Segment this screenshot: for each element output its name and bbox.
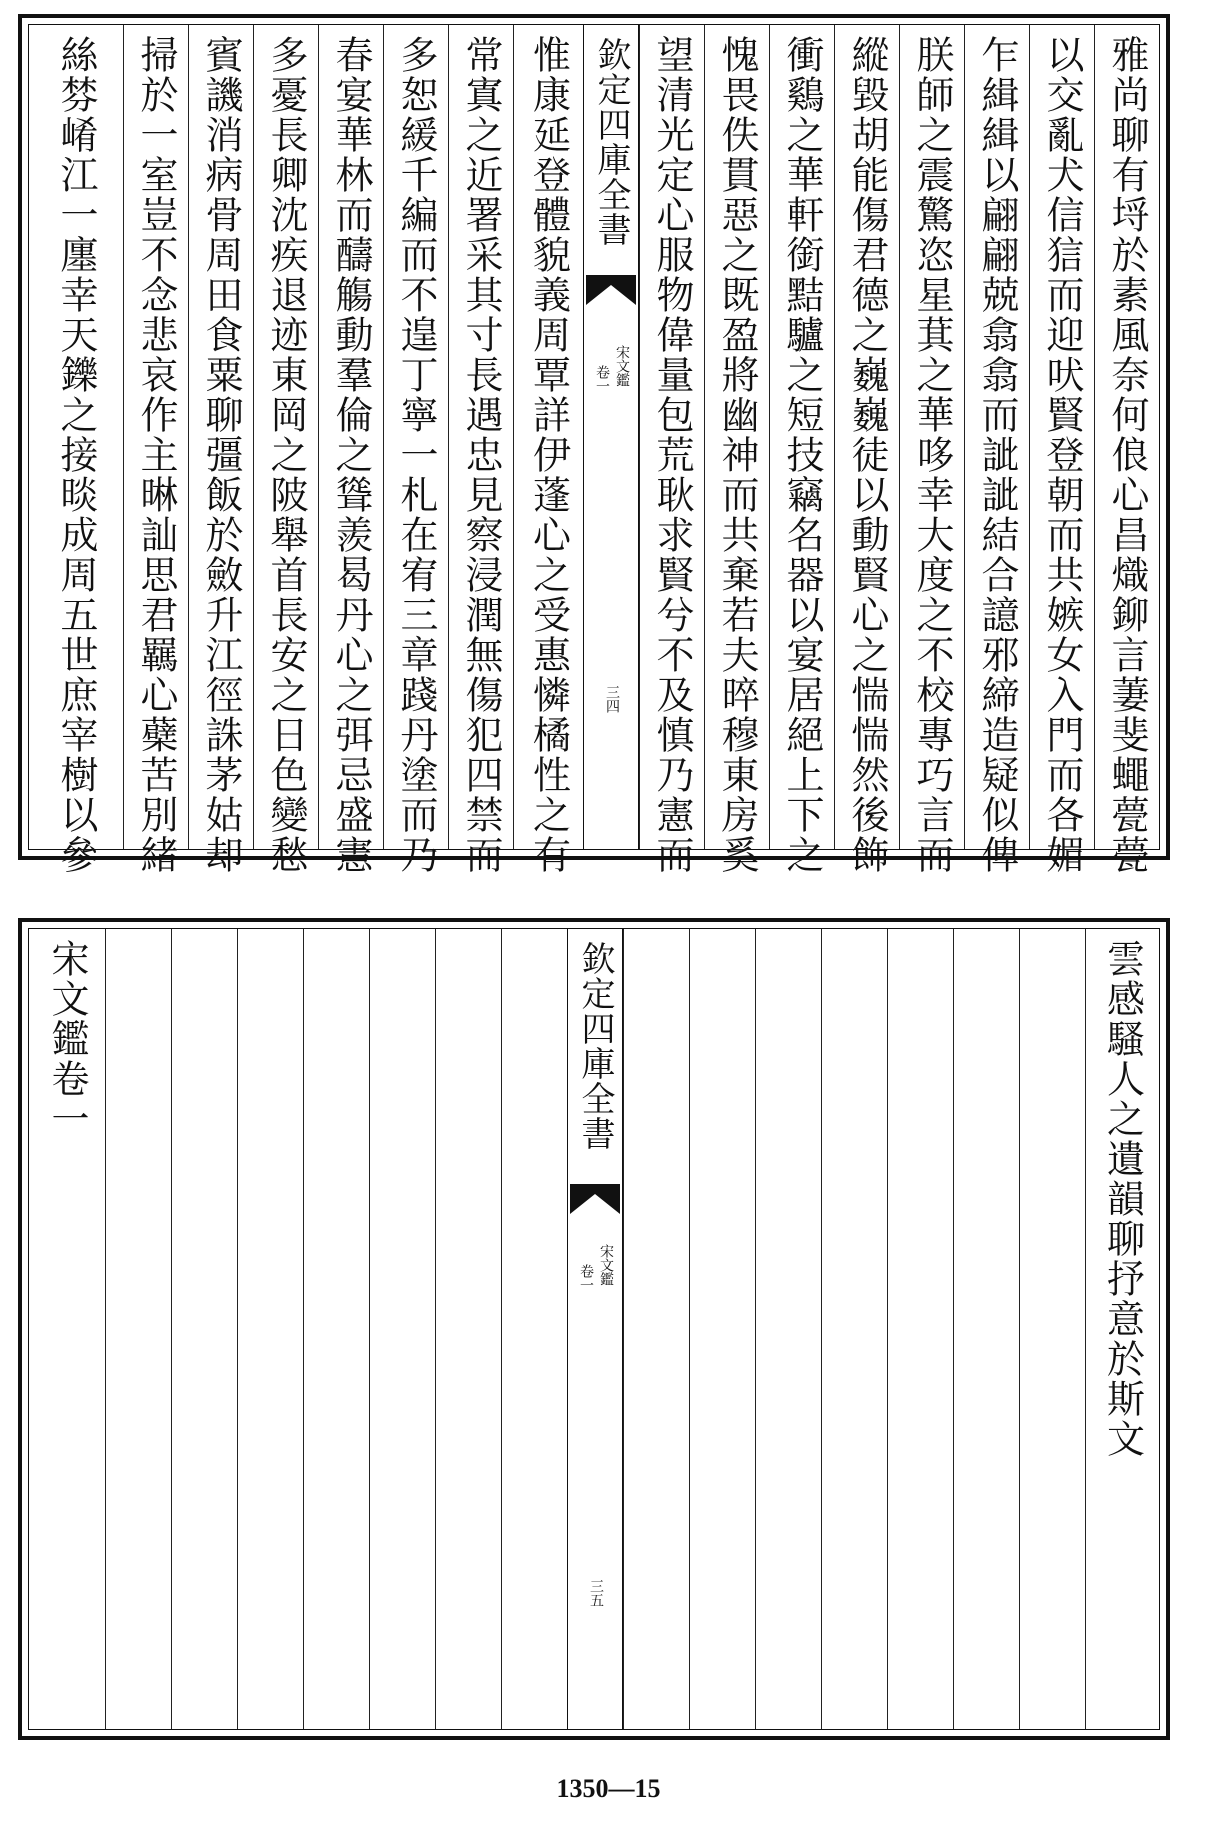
page-number: 1350—15 — [556, 1774, 661, 1803]
empty-column — [501, 929, 567, 1729]
column-text: 常寘之近署采其寸長遇忠見察浸潤無傷犯四禁而 — [459, 35, 503, 875]
text-column — [29, 25, 123, 875]
empty-column — [1019, 929, 1085, 1729]
empty-column — [237, 929, 303, 1729]
column-text: 愧畏佚貫惡之既盈將幽神而共棄若夫晬穆東房奚 — [715, 35, 759, 875]
text-column — [704, 25, 769, 875]
top-page-frame — [28, 24, 1160, 875]
column-text: 以交亂犬信狺而迎吠賢登朝而共嫉女入門而各媚 — [1040, 35, 1084, 875]
column-text: 朕師之震驚恣星萁之華哆幸大度之不校專巧言而 — [910, 35, 954, 875]
book-series-title: 欽定四庫全書 — [591, 37, 631, 247]
empty-column — [303, 929, 369, 1729]
folio-number: 三五 — [588, 1579, 604, 1607]
column-text: 衝鷄之華軒銜黠驢之短技竊名器以宴居絕上下之 — [780, 35, 824, 875]
fishtail-mark — [586, 275, 636, 305]
text-column — [448, 25, 513, 875]
text-column — [1085, 929, 1159, 1729]
bottom-page — [18, 918, 1170, 1740]
book-title-small: 宋文鑑 — [598, 1244, 614, 1286]
empty-column — [369, 929, 435, 1729]
text-column — [1094, 25, 1159, 875]
column-text: 掃於一室豈不念悲哀作主晽訕思君羈心蘗苦別緒 — [134, 35, 178, 875]
text-column — [188, 25, 253, 875]
empty-column — [105, 929, 171, 1729]
text-column — [383, 25, 448, 875]
text-column — [253, 25, 318, 875]
column-text: 望清光定心服物偉量包荒耿求賢兮不及慎乃憲而 — [650, 35, 694, 875]
column-text: 春宴華林而醻觴動羣倫之聳羨曷丹心之弭忌盛憲 — [329, 35, 373, 875]
text-column — [1029, 25, 1094, 875]
text-column — [899, 25, 964, 875]
volume-label: 卷一 — [578, 1264, 594, 1292]
column-text: 惟康延登體貌義周覃詳伊蓬心之受惠憐橘性之有 — [526, 35, 571, 875]
text-column — [29, 929, 105, 1729]
book-series-title: 欽定四庫全書 — [575, 941, 615, 1151]
column-text: 縱毀胡能傷君德之巍巍徒以動賢心之惴惴然後飾 — [845, 35, 889, 875]
empty-column — [171, 929, 237, 1729]
top-page — [18, 14, 1170, 875]
column-text: 乍緝緝以翩翩兢翕翕而訿訿結合譩邪締造疑似俾 — [975, 35, 1019, 875]
empty-column — [623, 929, 689, 1729]
volume-label: 卷一 — [594, 365, 610, 393]
empty-column — [435, 929, 501, 1729]
column-text: 雲感騷人之遺韻聊抒意於斯文 — [1100, 939, 1145, 1459]
text-column — [639, 25, 704, 875]
column-text: 多恕緩千編而不遑丁寧一札在宥三章踐丹塗而乃 — [394, 35, 438, 875]
bottom-page-frame — [28, 928, 1160, 1730]
text-column — [123, 25, 188, 875]
empty-column — [953, 929, 1019, 1729]
text-column — [513, 25, 583, 875]
folio-number: 三四 — [604, 685, 620, 713]
column-text: 絲棼崤江一廛幸天鑠之接晱成周五世庶宰樹以參 — [54, 35, 98, 875]
text-column — [318, 25, 383, 875]
text-column — [769, 25, 834, 875]
text-column — [834, 25, 899, 875]
center-fold-strip — [567, 929, 623, 1729]
empty-column — [821, 929, 887, 1729]
column-text: 雅尚聊有埒於素風奈何俍心昌熾鉚言萋斐蠅甍甍 — [1105, 35, 1149, 875]
column-text: 多憂長卿沈疾退迹東岡之陂舉首長安之日色變愁 — [264, 35, 308, 875]
column-text: 賓譏消病骨周田食粟聊彊飯於斂升江徑誅茅姑却 — [199, 35, 243, 875]
book-title-small: 宋文鑑 — [614, 345, 630, 387]
column-text: 宋文鑑卷一 — [45, 939, 89, 1139]
empty-column — [887, 929, 953, 1729]
empty-column — [755, 929, 821, 1729]
empty-column — [689, 929, 755, 1729]
text-column — [964, 25, 1029, 875]
fishtail-mark — [570, 1184, 620, 1214]
center-fold-strip — [583, 25, 639, 849]
